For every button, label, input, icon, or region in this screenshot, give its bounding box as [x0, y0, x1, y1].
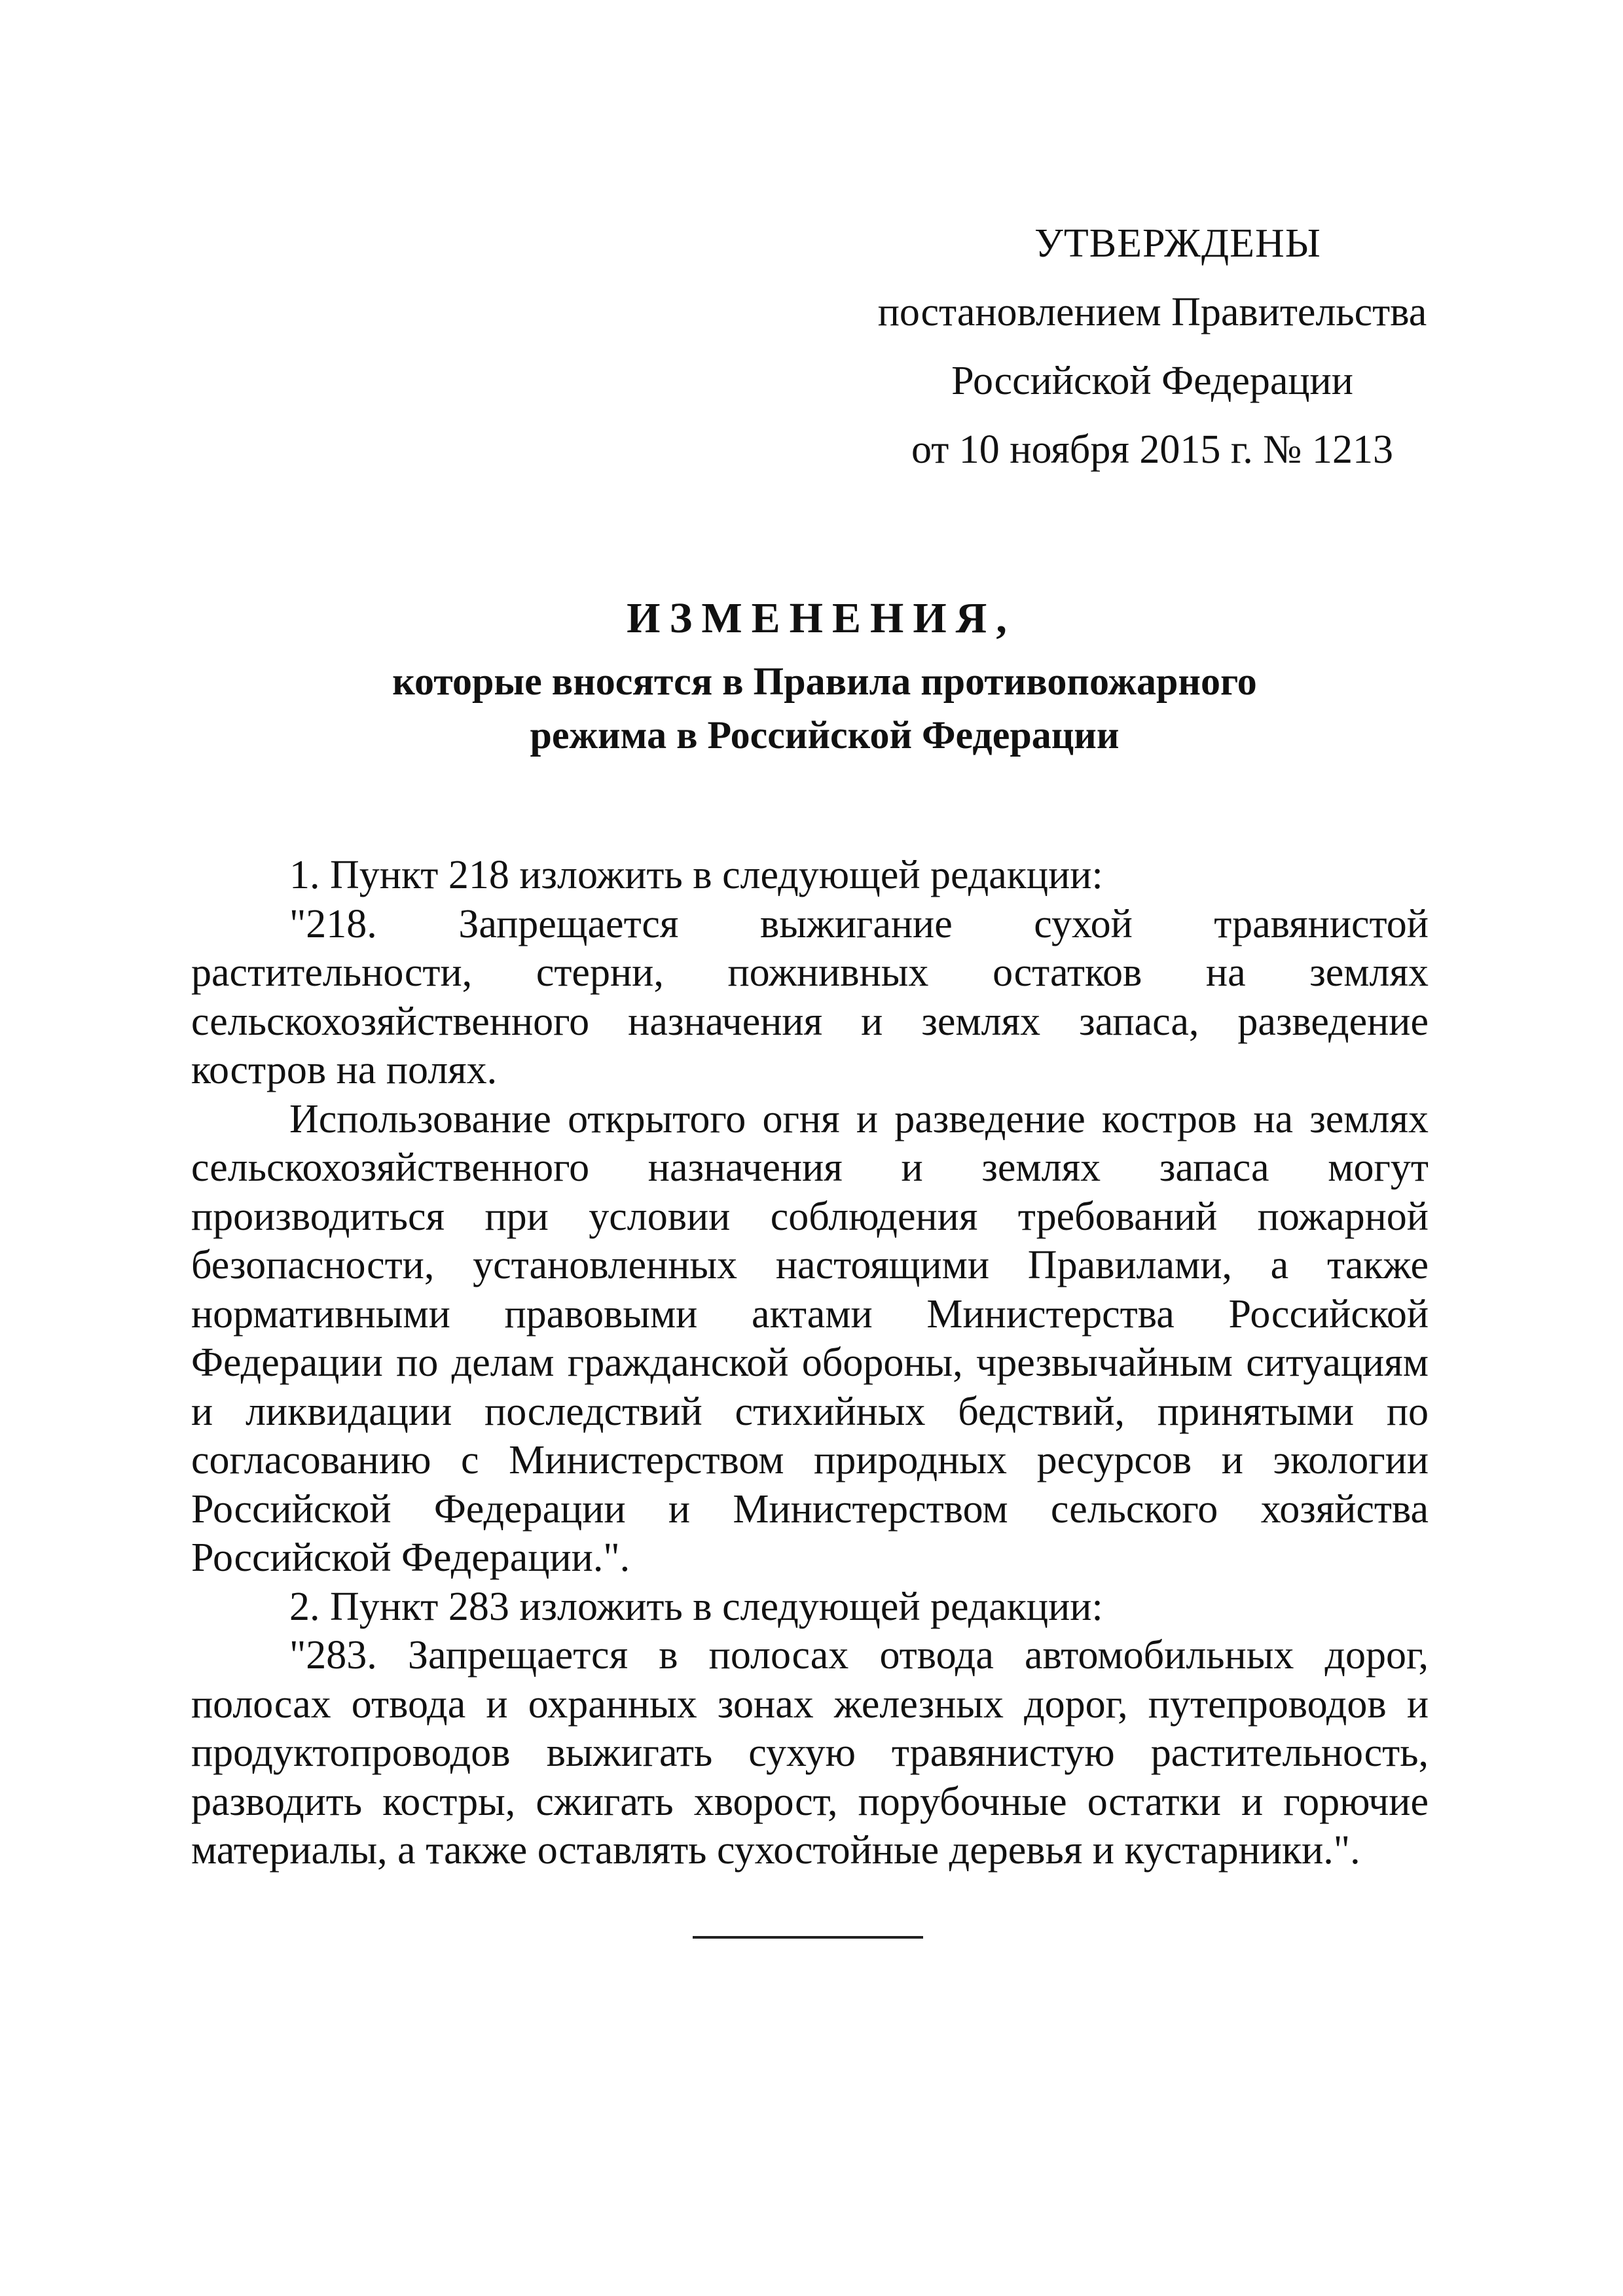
paragraph-218-text: "218. Запрещается выжигание сухой травянистой растительности, стерни, пожнивных остатков на землях сельскохозяйственного назначения и землях запаса, разведение костров на полях.: [191, 901, 1429, 1092]
paragraph-283-text: "283. Запрещается в полосах отвода автомобильных дорог, полосах отвода и охранных зонах железных дорог, путепроводов и продуктопроводов выжигать сухую травянистую растительность, разводить костры, сжигать хворост, порубочные остатки и горючие материалы, а также оставлять сухостойные деревья и кустарники.".: [191, 1633, 1429, 1873]
end-divider-line: [693, 1936, 923, 1939]
document-subtitle-line-1: которые вносятся в Правила противопожарного: [392, 660, 1257, 703]
paragraph-218-continuation: Использование открытого огня и разведение костров на землях сельскохозяйственного назначения и землях запаса могут производиться при условии соблюдения требований пожарной безопасности, установленных настоящими Правилами, а также нормативными правовыми актами Министерства Российской Федерации по делам гражданской обороны, чрезвычайным ситуациям и ликвидации последствий стихийных бедствий, принятыми по согласованию с Министерством природных ресурсов и экологии Российской Федерации и Министерством сельского хозяйства Российской Федерации.".: [191, 1096, 1429, 1580]
approval-line-1: постановлением Правительства: [877, 290, 1427, 334]
approval-line-3: от 10 ноября 2015 г. № 1213: [911, 427, 1393, 472]
approval-heading: УТВЕРЖДЕНЫ: [1034, 221, 1321, 266]
document-title: ИЗМЕНЕНИЯ,: [627, 594, 1016, 642]
document-title-block: [0, 583, 1623, 762]
paragraph-item-2-heading: 2. Пункт 283 изложить в следующей редакции:: [289, 1584, 1103, 1629]
approval-block: [877, 209, 1427, 484]
paragraph-item-1-heading: 1. Пункт 218 изложить в следующей редакции:: [289, 853, 1103, 897]
document-body: [191, 851, 1429, 1875]
document-subtitle-line-2: режима в Российской Федерации: [530, 713, 1120, 757]
approval-line-2: Российской Федерации: [951, 359, 1353, 403]
